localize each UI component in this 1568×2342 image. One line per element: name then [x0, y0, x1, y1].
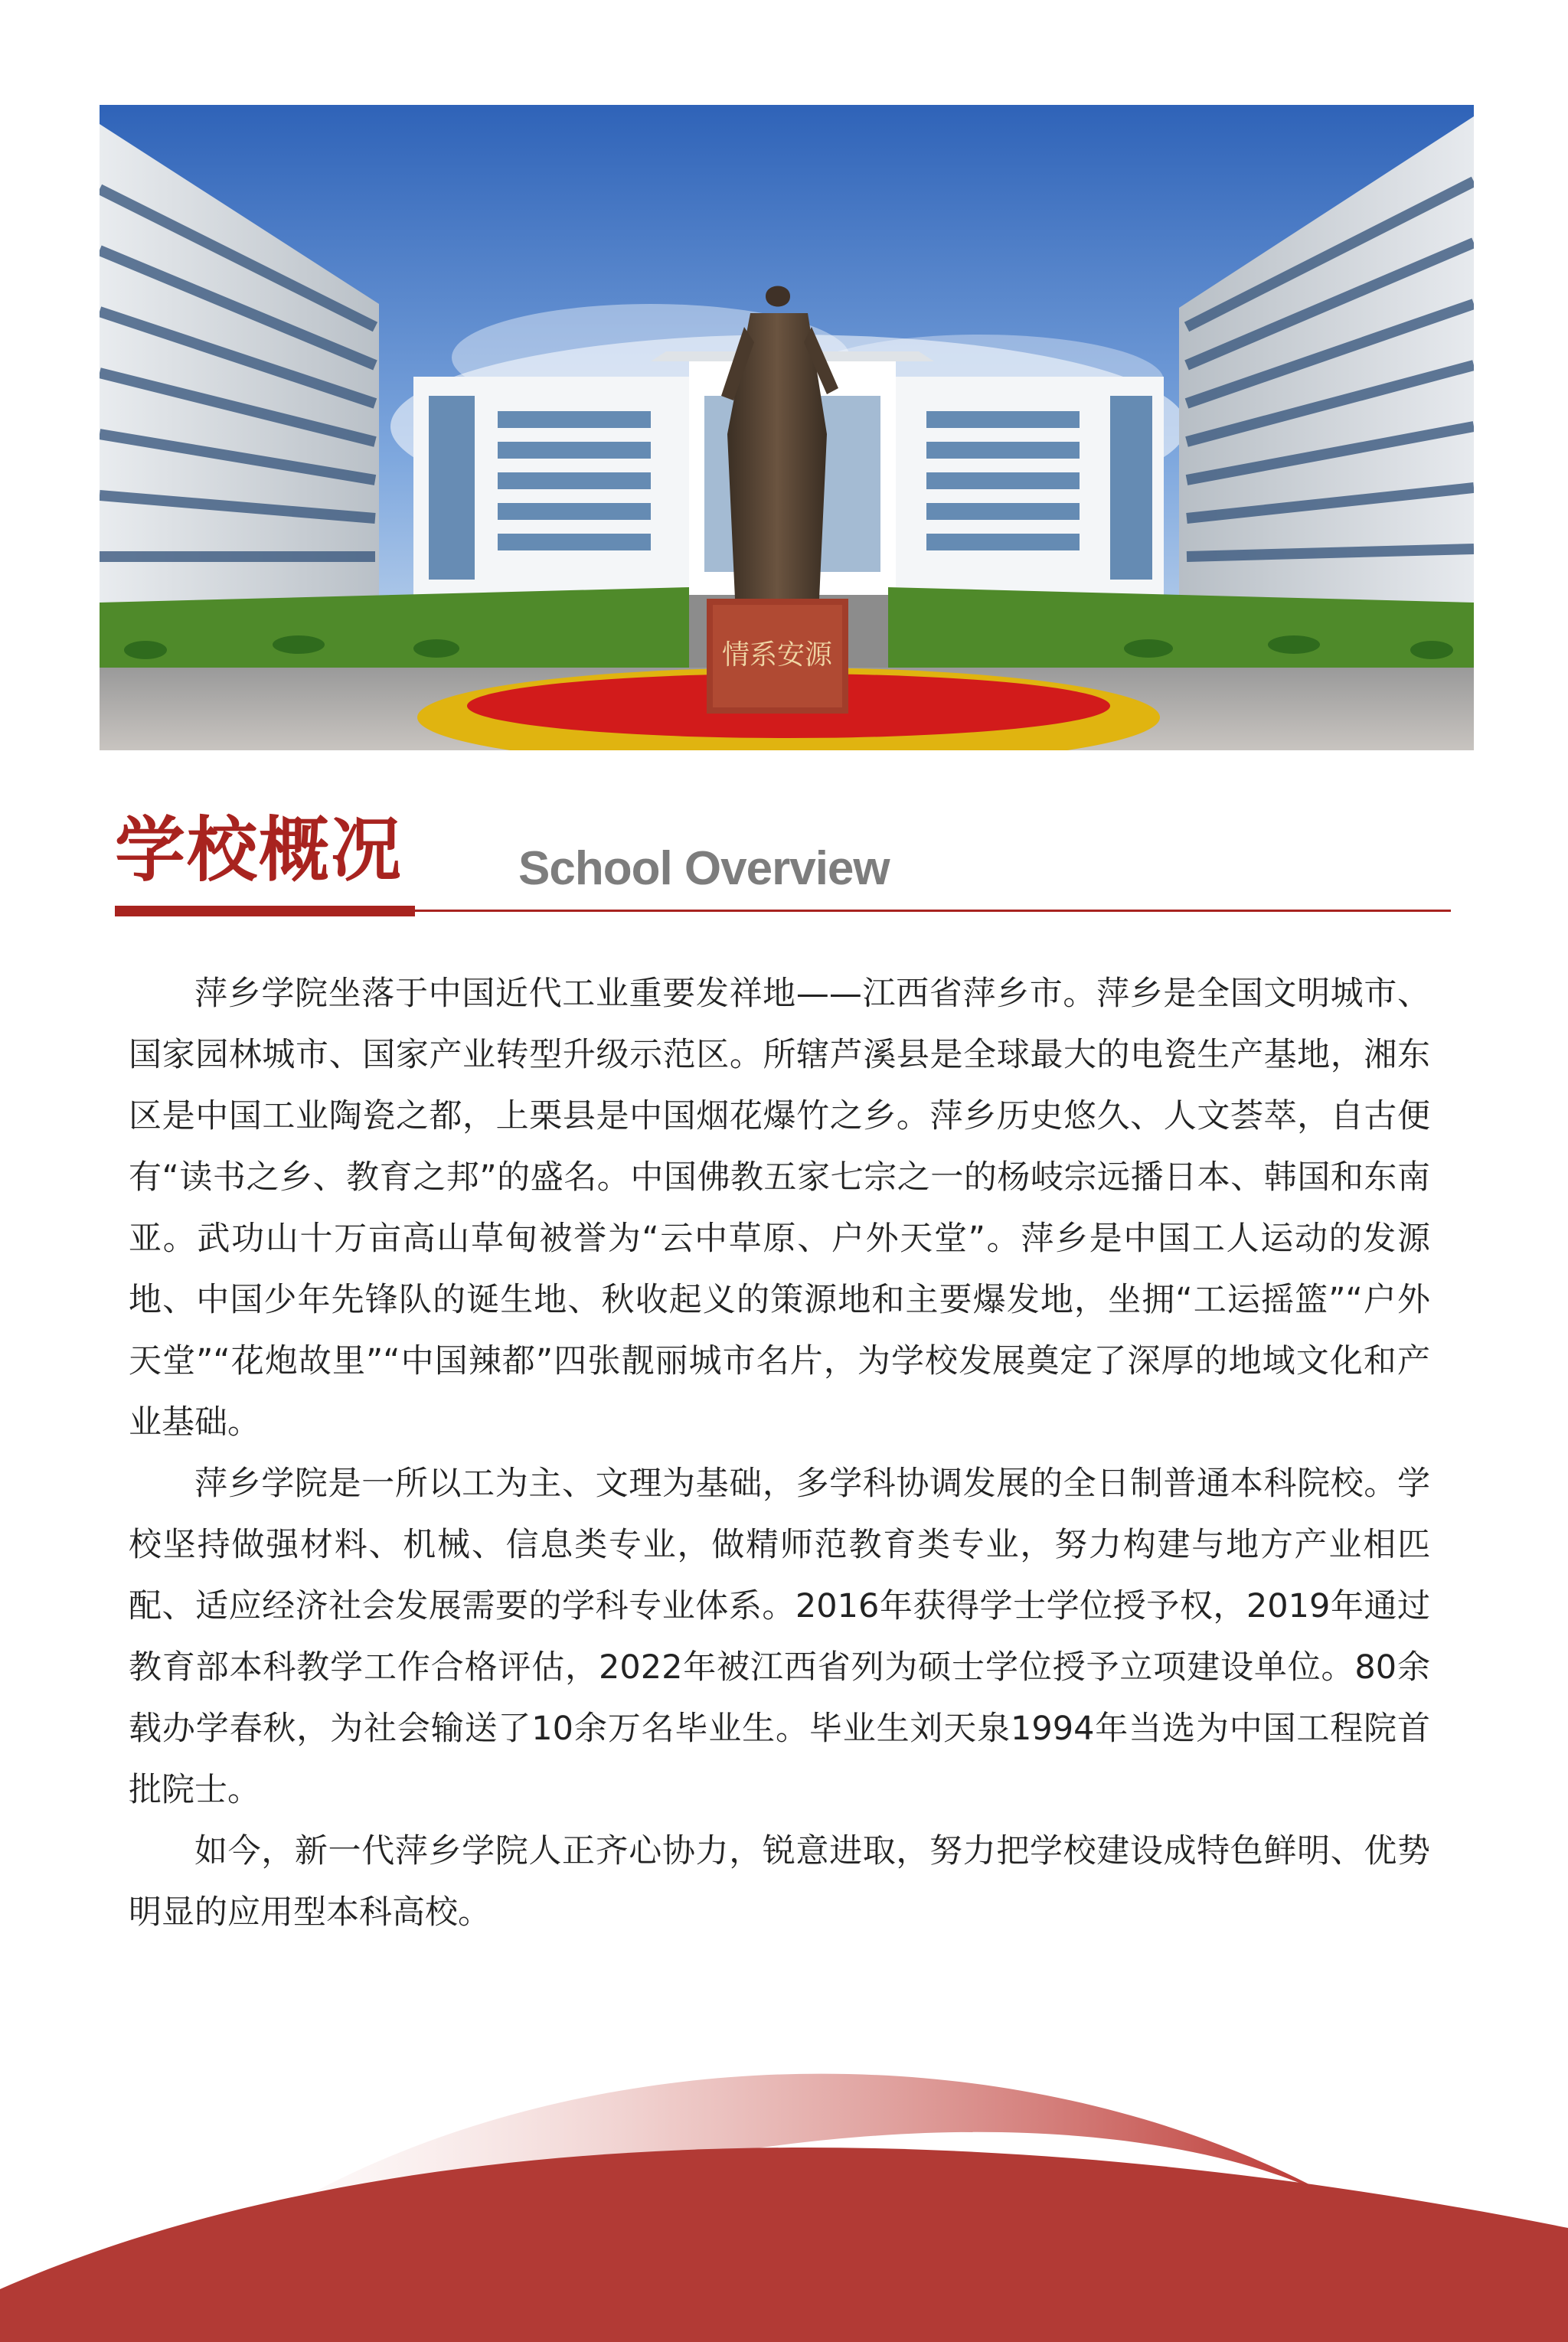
statue-plaque-text: 情系安源: [721, 639, 833, 671]
overview-paragraph: 萍乡学院坐落于中国近代工业重要发祥地——江西省萍乡市。萍乡是全国文明城市、国家园林城市、国家产业转型升级示范区。所辖芦溪县是全球最大的电瓷生产基地，湘东区是中国工业陶瓷之都，上栗县是中国烟花爆竹之乡。萍乡历史悠久、人文荟萃，自古便有“读书之乡、教育之邦”的盛名。中国佛教五家七宗之一的杨岐宗远播日本、韩国和东南亚。武功山十万亩高山草甸被誉为“云中草原、户外天堂”。萍乡是中国工人运动的发源地、中国少年先锋队的诞生地、秋收起义的策源地和主要爆发地，坐拥“工运摇篮”“户外天堂”“花炮故里”“中国辣都”四张靓丽城市名片，为学校发展奠定了深厚的地域文化和产业基础。: [129, 975, 1430, 1442]
overview-paragraph: 如今，新一代萍乡学院人正齐心协力，锐意进取，努力把学校建设成特色鲜明、优势明显的应用型本科高校。: [129, 1832, 1430, 1932]
section-title-cn: 学校概况: [115, 808, 403, 891]
section-title-en: School Overview: [518, 842, 890, 895]
decorative-swoosh: [0, 1991, 1568, 2342]
overview-body: [129, 963, 1430, 1943]
campus-photo: [100, 105, 1474, 750]
section-heading: [115, 808, 1451, 923]
title-divider-line: [415, 910, 1451, 912]
overview-paragraph: 萍乡学院是一所以工为主、文理为基础，多学科协调发展的全日制普通本科院校。学校坚持做强材料、机械、信息类专业，做精师范教育类专业，努力构建与地方产业相匹配、适应经济社会发展需要的学科专业体系。2016年获得学士学位授予权，2019年通过教育部本科教学工作合格评估，2022年被江西省列为硕士学位授予立项建设单位。80余载办学春秋，为社会输送了10余万名毕业生。毕业生刘天泉1994年当选为中国工程院首批院士。: [129, 1465, 1430, 1809]
title-underline-bar: [115, 906, 415, 916]
